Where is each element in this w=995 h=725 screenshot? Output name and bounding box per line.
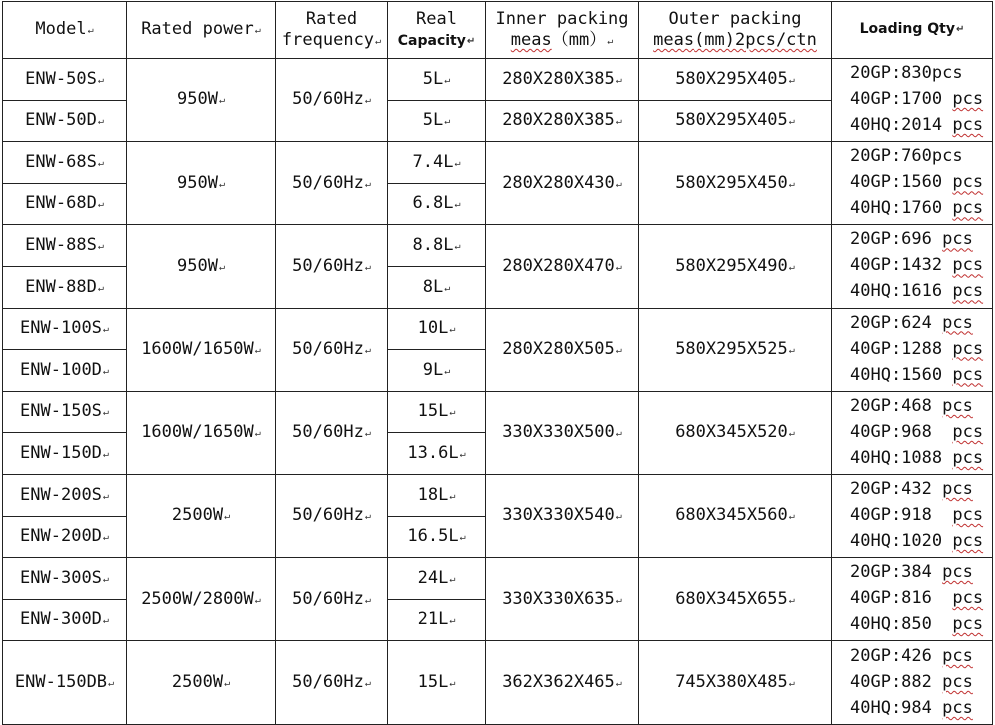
loading-qty-line: 40HQ:1560 pcs bbox=[850, 364, 984, 385]
outer-packing-cell: 680X345X520 ↵ bbox=[639, 391, 832, 474]
loading-qty-line: 40GP:882 pcs bbox=[850, 671, 973, 692]
loading-qty-cell bbox=[832, 558, 993, 641]
inner-packing-cell: 362X362X465 ↵ bbox=[486, 641, 639, 725]
rated-frequency-cell: 50/60Hz ↵ bbox=[276, 142, 388, 225]
loading-qty-line: 40GP:1288 pcs bbox=[850, 338, 984, 359]
outer-packing-cell: 580X295X405 ↵ bbox=[639, 100, 832, 142]
rated-frequency-cell: 50/60Hz ↵ bbox=[276, 225, 388, 308]
capacity-cell: 18L ↵ bbox=[388, 474, 486, 516]
loading-qty-line: 40GP:816 pcs bbox=[850, 588, 984, 609]
table-row bbox=[3, 474, 993, 516]
rated-power-cell: 950W ↵ bbox=[127, 225, 276, 308]
loading-qty-line: 20GP:426 pcs bbox=[850, 645, 973, 666]
loading-qty-line: 40HQ:1088 pcs bbox=[850, 447, 984, 468]
loading-qty-line: 40HQ:2014 pcs bbox=[850, 115, 984, 136]
model-cell: ENW-200S ↵ bbox=[3, 474, 127, 516]
rated-frequency-cell: 50/60Hz ↵ bbox=[276, 308, 388, 391]
loading-qty-line: 40GP:1432 pcs bbox=[850, 255, 984, 276]
rated-power-cell: 1600W/1650W ↵ bbox=[127, 391, 276, 474]
capacity-cell: 24L ↵ bbox=[388, 558, 486, 600]
model-cell: ENW-100S ↵ bbox=[3, 308, 127, 350]
capacity-cell: 15L ↵ bbox=[388, 391, 486, 433]
table-row bbox=[3, 308, 993, 350]
model-cell: ENW-150D ↵ bbox=[3, 433, 127, 475]
rated-frequency-cell: 50/60Hz ↵ bbox=[276, 474, 388, 557]
model-cell: ENW-200D ↵ bbox=[3, 516, 127, 558]
header-model: Model ↵ bbox=[3, 2, 127, 59]
header-rated-power: Rated power ↵ bbox=[127, 2, 276, 59]
loading-qty-cell bbox=[832, 308, 993, 391]
loading-qty-cell bbox=[832, 474, 993, 557]
loading-qty-line: 40GP:1700 pcs bbox=[850, 89, 984, 110]
model-cell: ENW-68D ↵ bbox=[3, 183, 127, 225]
loading-qty-line: 20GP:432 pcs bbox=[850, 479, 973, 500]
loading-qty-line: 40HQ:984 pcs bbox=[850, 697, 973, 718]
table-row bbox=[3, 59, 993, 101]
outer-packing-cell: 580X295X490 ↵ bbox=[639, 225, 832, 308]
outer-packing-cell: 745X380X485 ↵ bbox=[639, 641, 832, 725]
model-cell: ENW-300D ↵ bbox=[3, 599, 127, 641]
loading-qty-line: 40GP:968 pcs bbox=[850, 421, 984, 442]
inner-packing-cell: 280X280X470 ↵ bbox=[486, 225, 639, 308]
model-cell: ENW-300S ↵ bbox=[3, 558, 127, 600]
capacity-cell: 7.4L ↵ bbox=[388, 142, 486, 184]
capacity-cell: 5L ↵ bbox=[388, 59, 486, 101]
model-cell: ENW-68S ↵ bbox=[3, 142, 127, 184]
rated-power-cell: 2500W ↵ bbox=[127, 474, 276, 557]
table-row bbox=[3, 641, 993, 725]
product-spec-table bbox=[2, 1, 993, 725]
loading-qty-line: 40GP:918 pcs bbox=[850, 505, 984, 526]
rated-power-cell: 950W ↵ bbox=[127, 142, 276, 225]
loading-qty-cell bbox=[832, 641, 993, 725]
header-loading-qty: Loading Qty ↵ bbox=[832, 2, 993, 59]
inner-packing-cell: 280X280X385 ↵ bbox=[486, 100, 639, 142]
loading-qty-line: 20GP:830pcs bbox=[850, 63, 963, 84]
capacity-cell: 6.8L ↵ bbox=[388, 183, 486, 225]
model-cell: ENW-88S ↵ bbox=[3, 225, 127, 267]
rated-power-cell: 2500W ↵ bbox=[127, 641, 276, 725]
loading-qty-line: 40HQ:1020 pcs bbox=[850, 531, 984, 552]
loading-qty-cell bbox=[832, 391, 993, 474]
table-row bbox=[3, 558, 993, 600]
outer-packing-cell: 580X295X525 ↵ bbox=[639, 308, 832, 391]
capacity-cell: 15L ↵ bbox=[388, 641, 486, 725]
table-row bbox=[3, 225, 993, 267]
capacity-cell: 8.8L ↵ bbox=[388, 225, 486, 267]
rated-frequency-cell: 50/60Hz ↵ bbox=[276, 391, 388, 474]
loading-qty-line: 40HQ:850 pcs bbox=[850, 614, 984, 635]
table-row bbox=[3, 142, 993, 184]
loading-qty-line: 20GP:760pcs bbox=[850, 146, 963, 167]
inner-packing-cell: 280X280X385 ↵ bbox=[486, 59, 639, 101]
capacity-cell: 9L ↵ bbox=[388, 350, 486, 392]
model-cell: ENW-50D ↵ bbox=[3, 100, 127, 142]
rated-frequency-cell: 50/60Hz ↵ bbox=[276, 641, 388, 725]
capacity-cell: 10L ↵ bbox=[388, 308, 486, 350]
header-real-capacity: Real Capacity ↵ bbox=[388, 2, 486, 59]
loading-qty-line: 40HQ:1760 pcs bbox=[850, 198, 984, 219]
capacity-cell: 8L ↵ bbox=[388, 266, 486, 308]
rated-frequency-cell: 50/60Hz ↵ bbox=[276, 558, 388, 641]
loading-qty-line: 20GP:624 pcs bbox=[850, 312, 973, 333]
rated-power-cell: 2500W/2800W ↵ bbox=[127, 558, 276, 641]
header-inner-packing: Inner packing meas（mm） ↵ bbox=[486, 2, 639, 59]
rated-frequency-cell: 50/60Hz ↵ bbox=[276, 59, 388, 142]
table-row bbox=[3, 391, 993, 433]
inner-packing-cell: 330X330X500 ↵ bbox=[486, 391, 639, 474]
loading-qty-line: 40GP:1560 pcs bbox=[850, 172, 984, 193]
inner-packing-cell: 330X330X635 ↵ bbox=[486, 558, 639, 641]
capacity-cell: 13.6L ↵ bbox=[388, 433, 486, 475]
model-cell: ENW-100D ↵ bbox=[3, 350, 127, 392]
model-cell: ENW-50S ↵ bbox=[3, 59, 127, 101]
outer-packing-cell: 680X345X655 ↵ bbox=[639, 558, 832, 641]
inner-packing-cell: 330X330X540 ↵ bbox=[486, 474, 639, 557]
loading-qty-line: 40HQ:1616 pcs bbox=[850, 281, 984, 302]
rated-power-cell: 1600W/1650W ↵ bbox=[127, 308, 276, 391]
model-cell: ENW-88D ↵ bbox=[3, 266, 127, 308]
capacity-cell: 21L ↵ bbox=[388, 599, 486, 641]
model-cell: ENW-150S ↵ bbox=[3, 391, 127, 433]
capacity-cell: 16.5L ↵ bbox=[388, 516, 486, 558]
header-rated-frequency: Rated frequency ↵ bbox=[276, 2, 388, 59]
outer-packing-cell: 580X295X450 ↵ bbox=[639, 142, 832, 225]
rated-power-cell: 950W ↵ bbox=[127, 59, 276, 142]
loading-qty-cell bbox=[832, 225, 993, 308]
header-outer-packing: Outer packing meas(mm)2pcs/ctn bbox=[639, 2, 832, 59]
model-cell: ENW-150DB ↵ bbox=[3, 641, 127, 725]
header-row bbox=[3, 2, 993, 59]
inner-packing-cell: 280X280X505 ↵ bbox=[486, 308, 639, 391]
inner-packing-cell: 280X280X430 ↵ bbox=[486, 142, 639, 225]
capacity-cell: 5L ↵ bbox=[388, 100, 486, 142]
loading-qty-line: 20GP:696 pcs bbox=[850, 229, 973, 250]
loading-qty-cell bbox=[832, 142, 993, 225]
outer-packing-cell: 680X345X560 ↵ bbox=[639, 474, 832, 557]
loading-qty-line: 20GP:468 pcs bbox=[850, 395, 973, 416]
loading-qty-line: 20GP:384 pcs bbox=[850, 562, 973, 583]
loading-qty-cell bbox=[832, 59, 993, 142]
outer-packing-cell: 580X295X405 ↵ bbox=[639, 59, 832, 101]
